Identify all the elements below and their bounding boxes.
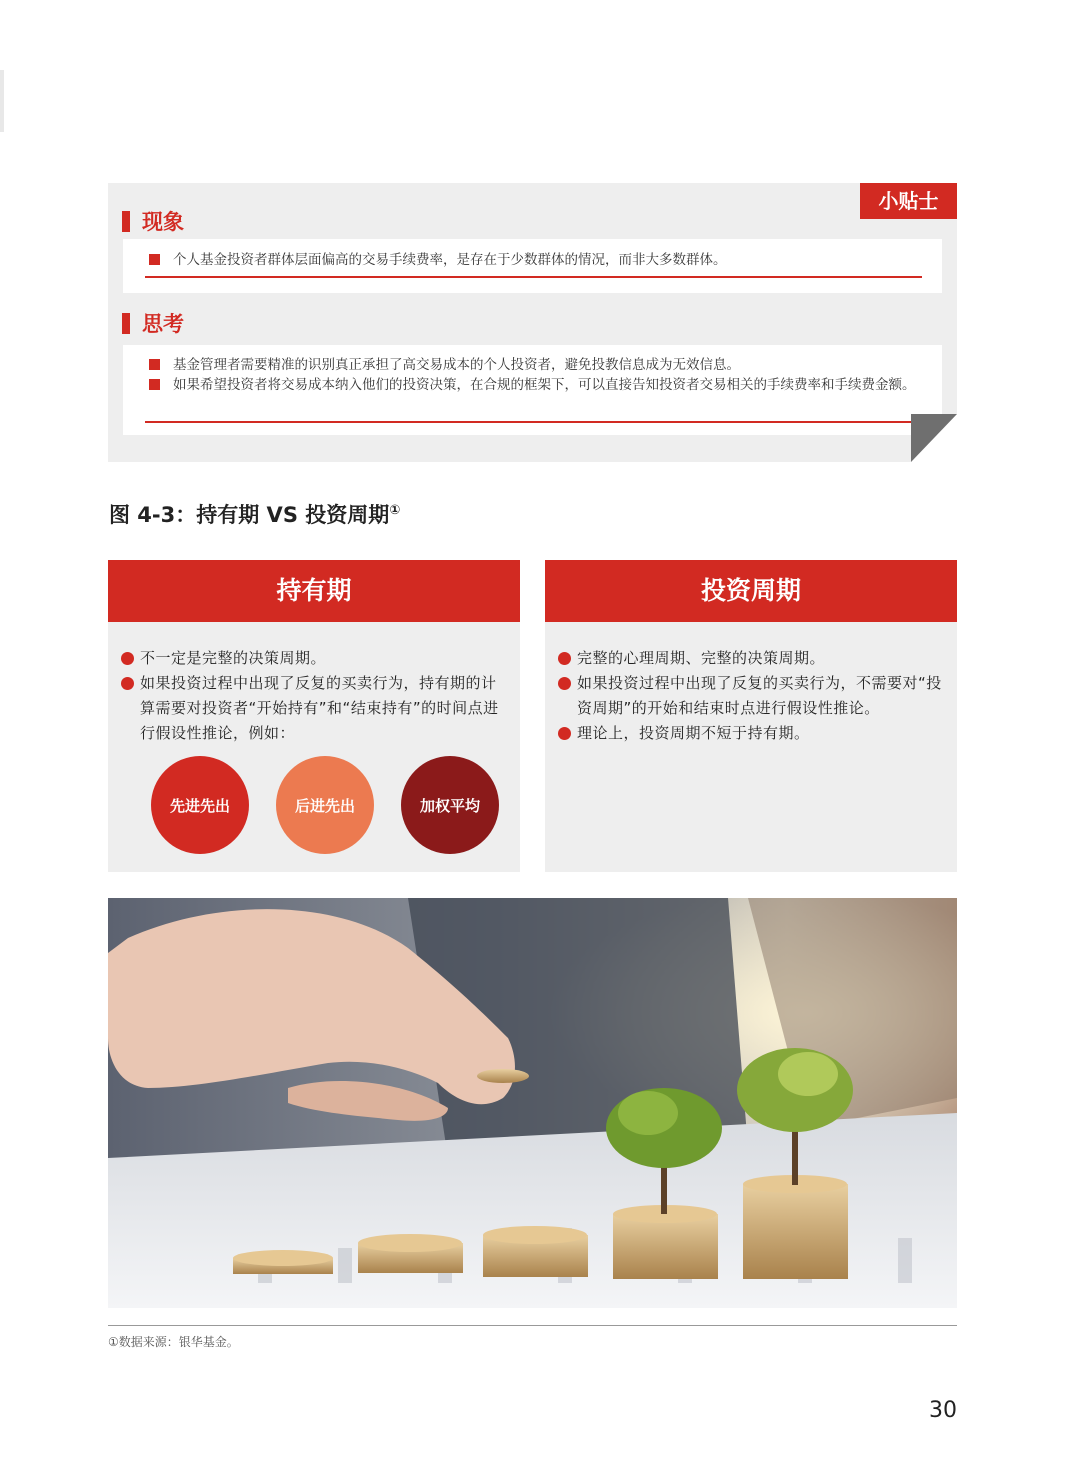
method-lifo: 后进先出	[276, 756, 374, 854]
fold-icon	[911, 414, 957, 462]
page-fold-corner	[911, 414, 957, 462]
thinking-panel	[123, 345, 942, 435]
phenomenon-title: 现象	[142, 210, 184, 234]
method-fifo: 先进先出	[151, 756, 249, 854]
square-bullet-icon	[149, 359, 160, 370]
tips-badge: 小贴士	[860, 183, 957, 219]
method-weighted-average: 加权平均	[401, 756, 499, 854]
investment-card-body	[545, 622, 957, 746]
coins-growth-illustration	[108, 898, 957, 1308]
square-bullet-icon	[149, 254, 160, 265]
bullet-dot-icon	[558, 727, 571, 740]
thinking-title: 思考	[142, 312, 184, 336]
list-item: 完整的心理周期、完整的决策周期。	[558, 646, 943, 671]
figure-title: 图 4-3：持有期 VS 投资周期①	[109, 503, 401, 527]
list-item: 不一定是完整的决策周期。	[121, 646, 506, 671]
investment-period-card	[545, 560, 957, 872]
tips-box	[108, 183, 957, 462]
underline	[145, 421, 922, 423]
page-number: 30	[929, 1398, 957, 1423]
bullet-dot-icon	[558, 652, 571, 665]
page-edge-mark	[0, 70, 4, 132]
holding-card-title: 持有期	[108, 560, 520, 622]
footnote: ①数据来源：银华基金。	[108, 1335, 239, 1349]
bullet-dot-icon	[558, 677, 571, 690]
holding-card-body	[108, 622, 520, 746]
underline	[145, 276, 922, 278]
bullet-dot-icon	[121, 677, 134, 690]
phenomenon-panel	[123, 239, 942, 293]
thinking-item: 如果希望投资者将交易成本纳入他们的投资决策，在合规的框架下，可以直接告知投资者交易相关的手续费率和手续费金额。	[149, 375, 924, 395]
phenomenon-heading	[122, 206, 184, 236]
holding-period-card	[108, 560, 520, 872]
square-bullet-icon	[149, 379, 160, 390]
bullet-dot-icon	[121, 652, 134, 665]
thinking-heading	[122, 308, 184, 338]
footnote-marker: ①	[389, 503, 401, 518]
heading-marker	[122, 313, 130, 334]
list-item: 如果投资过程中出现了反复的买卖行为，持有期的计算需要对投资者“开始持有”和“结束持有”的时间点进行假设性推论，例如：	[121, 671, 506, 746]
coins-trees-photo	[108, 898, 957, 1308]
heading-marker	[122, 211, 130, 232]
method-circles	[151, 756, 499, 854]
investment-card-title: 投资周期	[545, 560, 957, 622]
phenomenon-item: 个人基金投资者群体层面偏高的交易手续费率，是存在于少数群体的情况，而非大多数群体。	[149, 250, 920, 270]
thinking-item: 基金管理者需要精准的识别真正承担了高交易成本的个人投资者，避免投教信息成为无效信息。	[149, 355, 924, 375]
list-item: 如果投资过程中出现了反复的买卖行为，不需要对“投资周期”的开始和结束时点进行假设性推论。	[558, 671, 943, 721]
list-item: 理论上，投资周期不短于持有期。	[558, 721, 943, 746]
footnote-divider	[108, 1325, 957, 1326]
